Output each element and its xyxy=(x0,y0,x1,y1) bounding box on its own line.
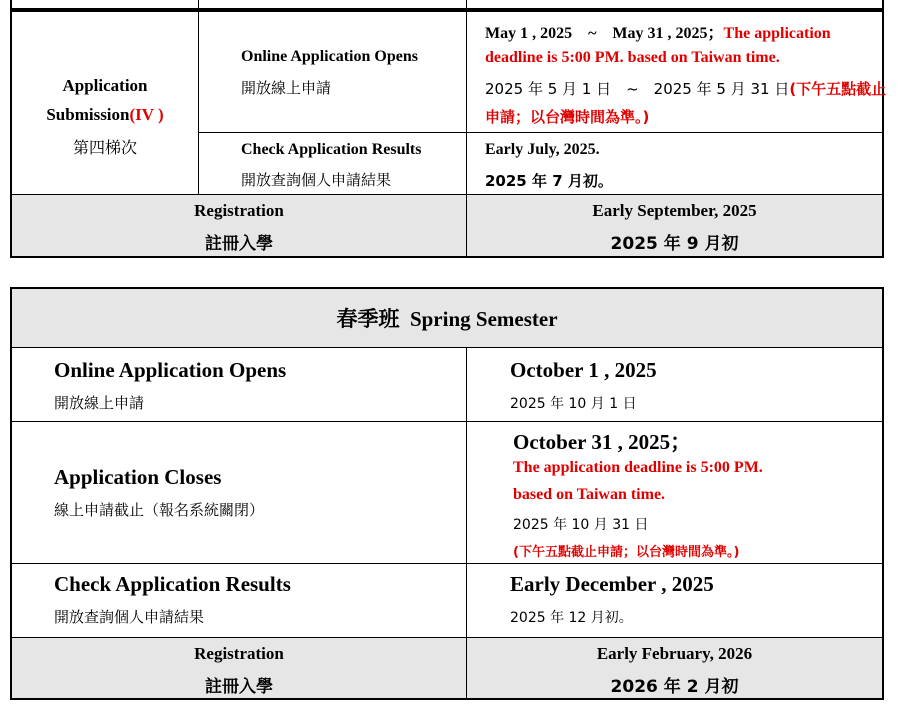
table-row xyxy=(12,563,882,637)
item-en: Online Application Opens xyxy=(241,48,418,65)
date-zh: 2025 年 7 月初。 xyxy=(485,172,613,190)
date-en: October 1 , 2025 xyxy=(510,358,657,382)
table-row xyxy=(12,347,882,421)
registration-label-en: Registration xyxy=(194,201,284,220)
semester-title-zh: 春季班 xyxy=(336,307,400,331)
item-cell xyxy=(12,348,466,421)
registration-date-zh: 2025 年 9 月初 xyxy=(610,234,739,254)
table-row xyxy=(198,132,882,194)
deadline-note-zh-cont: 申請；以台灣時間為準。) xyxy=(485,108,650,126)
round-label-en-prefix: Application xyxy=(62,76,148,95)
registration-label-cell xyxy=(12,195,466,256)
round-label-zh: 第四梯次 xyxy=(72,138,137,157)
round-label-en-main: Submission xyxy=(46,105,130,124)
deadline-note-en: The application xyxy=(723,25,831,42)
item-cell xyxy=(12,564,466,637)
item-en: Online Application Opens xyxy=(54,358,287,382)
registration-label-en: Registration xyxy=(194,644,284,663)
date-zh: 2025 年 10 月 1 日 xyxy=(510,396,637,412)
date-cell xyxy=(466,133,882,194)
semester-title-row xyxy=(12,289,882,347)
table-row-cutoff xyxy=(12,0,882,12)
deadline-note-en-cont: deadline is 5:00 PM. based on Taiwan time. xyxy=(485,49,780,66)
registration-label-cell xyxy=(12,638,466,698)
date-en: Early December , 2025 xyxy=(510,572,714,596)
item-cell xyxy=(198,133,466,194)
registration-date-en: Early February, 2026 xyxy=(596,644,753,663)
table-row xyxy=(12,421,882,563)
date-cell xyxy=(466,12,887,132)
semester-title xyxy=(12,303,882,333)
round-label-cell xyxy=(12,12,198,194)
schedule-table-spring xyxy=(10,287,884,700)
item-en: Check Application Results xyxy=(241,141,422,158)
item-zh: 線上申請截止（報名系統關閉） xyxy=(54,501,265,519)
date-zh: 2025 年 10 月 31 日 xyxy=(513,517,649,533)
date-cell xyxy=(466,348,882,421)
registration-label-zh: 註冊入學 xyxy=(205,677,273,697)
date-cell xyxy=(466,422,882,563)
registration-date-zh: 2026 年 2 月初 xyxy=(610,677,739,697)
deadline-note-zh: (下午五點截止申請；以台灣時間為準。) xyxy=(513,545,740,560)
semester-title-en: Spring Semester xyxy=(409,307,558,331)
deadline-note-en-cont: based on Taiwan time. xyxy=(513,486,666,503)
registration-date-cell xyxy=(466,195,882,256)
date-en xyxy=(485,20,831,43)
round-label-en xyxy=(12,105,198,125)
date-range-zh: 2025 年 5 月 1 日 ~ 2025 年 5 月 31 日 xyxy=(485,80,790,98)
registration-date-en: Early September, 2025 xyxy=(592,201,757,220)
table-row xyxy=(198,12,887,132)
date-zh: 2025 年 12 月初。 xyxy=(510,610,633,626)
registration-row xyxy=(12,194,882,256)
item-zh: 開放查詢個人申請結果 xyxy=(241,171,392,189)
item-zh: 開放線上申請 xyxy=(54,394,145,412)
registration-label-zh: 註冊入學 xyxy=(205,234,273,254)
date-en: Early July, 2025. xyxy=(485,141,600,158)
registration-row xyxy=(12,637,882,698)
date-cell xyxy=(466,564,882,637)
deadline-note-en: The application deadline is 5:00 PM. xyxy=(513,459,763,476)
registration-date-cell xyxy=(466,638,882,698)
item-en: Application Closes xyxy=(54,465,222,489)
item-zh: 開放線上申請 xyxy=(241,79,332,97)
date-zh xyxy=(485,78,886,99)
date-range-en: May 1 , 2025 ~ May 31 , 2025； xyxy=(485,25,724,42)
schedule-table-round-4 xyxy=(10,0,887,258)
item-en: Check Application Results xyxy=(54,572,291,596)
deadline-note-zh: (下午五點截止 xyxy=(789,80,887,98)
item-cell xyxy=(198,12,466,132)
round-label-en-suffix: (IV ) xyxy=(129,105,164,124)
item-cell xyxy=(12,422,466,563)
item-zh: 開放查詢個人申請結果 xyxy=(54,608,205,626)
date-en: October 31 , 2025； xyxy=(513,430,692,454)
